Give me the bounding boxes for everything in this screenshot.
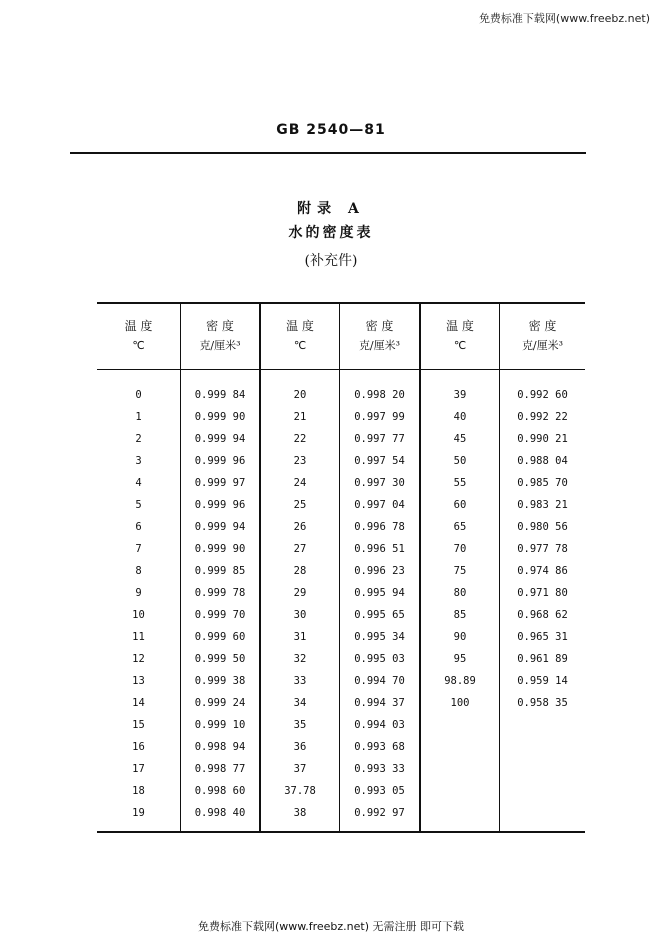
density-cell: 0.965 31: [517, 631, 568, 643]
density-cell: 0.983 21: [517, 499, 568, 511]
header-density: [181, 316, 259, 356]
temperature-cell: 45: [453, 433, 467, 445]
density-cell: 0.988 04: [517, 455, 568, 467]
density-cell: 0.999 90: [194, 543, 246, 555]
temperature-cell: 14: [132, 697, 145, 709]
temperature-cell: 34: [293, 697, 307, 709]
density-cell: 0.971 80: [517, 587, 568, 599]
temperature-cell: 40: [453, 411, 467, 423]
annex-type: (补充件): [304, 253, 358, 269]
density-cell: 0.994 03: [354, 719, 405, 731]
header-density: [500, 316, 585, 356]
standard-code: GB 2540—81: [276, 122, 386, 138]
density-cell: 0.996 78: [354, 521, 405, 533]
density-cell: 0.994 37: [354, 697, 405, 709]
density-cell: 0.995 65: [354, 609, 405, 621]
header-density-label: 密 度: [206, 319, 234, 333]
temperature-cell: 25: [293, 499, 307, 511]
density-cell: 0.998 20: [354, 389, 405, 401]
temperature-cell: 38: [293, 807, 307, 819]
density-cell: 0.992 60: [517, 389, 568, 401]
temperature-cell: 23: [293, 455, 307, 467]
density-cell: 0.999 90: [194, 411, 246, 423]
temperature-cell: 95: [453, 653, 467, 665]
density-cell: 0.994 70: [354, 675, 405, 687]
header-temperature: [261, 316, 339, 356]
temperature-cell: 17: [132, 763, 145, 775]
header-density: [340, 316, 419, 356]
density-cell: 0.996 23: [354, 565, 405, 577]
temperature-cell: 18: [132, 785, 145, 797]
header-temperature: [421, 316, 499, 356]
density-cell: 0.993 33: [354, 763, 405, 775]
temperature-cell: 8: [135, 565, 142, 577]
header-temperature-unit: ℃: [293, 339, 307, 352]
density-cell: 0.958 35: [517, 697, 568, 709]
header-density-unit: 克/厘米³: [199, 339, 241, 352]
temperature-cell: 31: [293, 631, 307, 643]
temperature-cell: 6: [135, 521, 142, 533]
density-cell: 0.999 94: [194, 521, 246, 533]
temperature-cell: 5: [135, 499, 142, 511]
site-watermark-bottom: 免费标准下载网(www.freebz.net) 无需注册 即可下载: [197, 920, 465, 933]
temperature-cell: 85: [453, 609, 467, 621]
header-temperature-unit: ℃: [453, 339, 467, 352]
temperature-cell: 29: [293, 587, 307, 599]
density-cell: 0.999 38: [194, 675, 246, 687]
header-density-unit: 克/厘米³: [521, 339, 564, 352]
temperature-cell: 55: [453, 477, 467, 489]
temperature-cell: 28: [293, 565, 307, 577]
temperature-cell: 15: [132, 719, 145, 731]
density-cell: 0.980 56: [517, 521, 568, 533]
table-header-rule: [97, 369, 585, 370]
temperature-cell: 36: [293, 741, 307, 753]
density-cell: 0.997 54: [354, 455, 405, 467]
temperature-cell: 9: [135, 587, 142, 599]
temperature-cell: 100: [450, 697, 470, 709]
temperature-cell: 20: [293, 389, 307, 401]
density-cell: 0.985 70: [517, 477, 568, 489]
temperature-cell: 32: [293, 653, 307, 665]
table-bottom-rule: [97, 831, 585, 833]
temperature-cell: 7: [135, 543, 142, 555]
header-density-unit: 克/厘米³: [358, 339, 401, 352]
water-density-table: [97, 302, 585, 834]
site-watermark-top: 免费标准下载网(www.freebz.net): [478, 12, 650, 25]
temperature-cell: 50: [453, 455, 467, 467]
density-cell: 0.999 70: [194, 609, 246, 621]
temperature-cell: 65: [453, 521, 467, 533]
table-title: 水的密度表: [288, 225, 374, 241]
density-cell: 0.998 60: [194, 785, 246, 797]
density-cell: 0.997 04: [354, 499, 405, 511]
temperature-cell: 37: [293, 763, 307, 775]
temperature-cell: 33: [293, 675, 307, 687]
temperature-cell: 60: [453, 499, 467, 511]
header-density-label: 密 度: [365, 319, 394, 333]
temperature-cell: 30: [293, 609, 307, 621]
header-temperature-label: 温 度: [124, 319, 153, 333]
temperature-cell: 21: [293, 411, 307, 423]
density-cell: 0.992 97: [354, 807, 405, 819]
temperature-cell: 3: [135, 455, 142, 467]
temperature-cell: 37.78: [284, 785, 316, 797]
density-cell: 0.995 03: [354, 653, 405, 665]
density-cell: 0.995 94: [354, 587, 405, 599]
temperature-cell: 11: [132, 631, 145, 643]
density-cell: 0.968 62: [517, 609, 568, 621]
temperature-cell: 39: [453, 389, 467, 401]
header-density-label: 密 度: [528, 319, 557, 333]
density-cell: 0.999 97: [194, 477, 246, 489]
density-cell: 0.998 40: [194, 807, 246, 819]
temperature-cell: 12: [132, 653, 145, 665]
density-cell: 0.999 96: [194, 455, 246, 467]
temperature-cell: 35: [293, 719, 307, 731]
density-cell: 0.999 96: [194, 499, 246, 511]
temperature-cell: 70: [453, 543, 467, 555]
temperature-cell: 98.89: [444, 675, 476, 687]
density-cell: 0.999 85: [194, 565, 246, 577]
density-cell: 0.999 50: [194, 653, 246, 665]
density-cell: 0.974 86: [517, 565, 568, 577]
density-cell: 0.977 78: [517, 543, 568, 555]
temperature-cell: 19: [132, 807, 145, 819]
table-top-rule: [97, 302, 585, 304]
density-cell: 0.999 60: [194, 631, 246, 643]
density-cell: 0.961 89: [517, 653, 568, 665]
density-cell: 0.999 78: [194, 587, 246, 599]
density-cell: 0.993 68: [354, 741, 405, 753]
density-cell: 0.959 14: [517, 675, 568, 687]
density-cell: 0.999 94: [194, 433, 246, 445]
header-temperature-label: 温 度: [286, 319, 314, 333]
temperature-cell: 16: [132, 741, 145, 753]
density-cell: 0.993 05: [354, 785, 405, 797]
temperature-cell: 26: [293, 521, 307, 533]
temperature-cell: 0: [135, 389, 142, 401]
temperature-cell: 1: [135, 411, 142, 423]
density-cell: 0.999 10: [194, 719, 246, 731]
header-temperature: [97, 316, 180, 356]
temperature-cell: 24: [293, 477, 307, 489]
temperature-cell: 75: [453, 565, 467, 577]
temperature-cell: 22: [293, 433, 307, 445]
temperature-cell: 90: [453, 631, 467, 643]
density-cell: 0.995 34: [354, 631, 405, 643]
density-cell: 0.998 77: [194, 763, 246, 775]
density-cell: 0.997 30: [354, 477, 405, 489]
density-cell: 0.999 24: [194, 697, 246, 709]
header-rule: [70, 152, 586, 154]
density-cell: 0.992 22: [517, 411, 568, 423]
temperature-cell: 2: [135, 433, 142, 445]
density-cell: 0.997 99: [354, 411, 405, 423]
temperature-cell: 13: [132, 675, 145, 687]
temperature-cell: 10: [132, 609, 145, 621]
density-cell: 0.996 51: [354, 543, 405, 555]
temperature-cell: 4: [135, 477, 142, 489]
header-temperature-label: 温 度: [446, 319, 474, 333]
temperature-cell: 80: [453, 587, 467, 599]
density-cell: 0.997 77: [354, 433, 405, 445]
temperature-cell: 27: [293, 543, 307, 555]
header-temperature-unit: ℃: [132, 339, 145, 352]
density-cell: 0.999 84: [194, 389, 246, 401]
annex-label: 附录 A: [297, 201, 365, 217]
density-cell: 0.990 21: [517, 433, 568, 445]
density-cell: 0.998 94: [194, 741, 246, 753]
